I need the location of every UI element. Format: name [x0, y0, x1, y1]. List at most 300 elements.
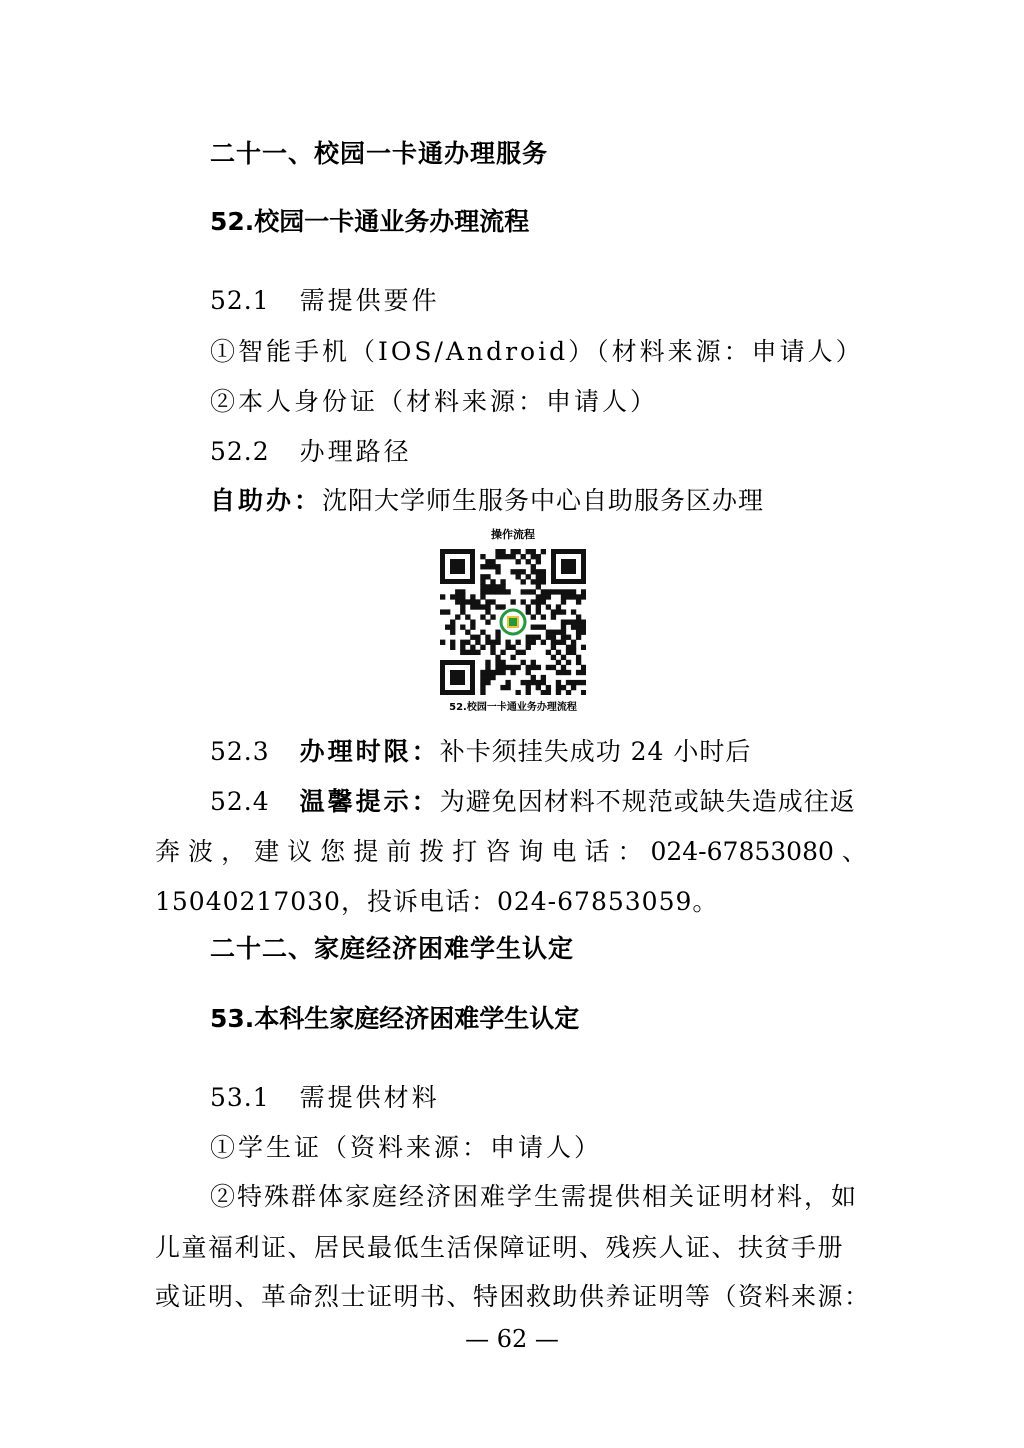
- qr-module: [500, 554, 505, 559]
- qr-module: [521, 554, 526, 559]
- material-item-2-line-2: 儿童福利证、居民最低生活保障证明、残疾人证、扶贫手册: [155, 1233, 845, 1262]
- qr-module: [526, 559, 531, 564]
- qr-module: [561, 619, 566, 624]
- qr-module: [485, 680, 490, 685]
- qr-module: [581, 619, 586, 624]
- qr-module: [551, 635, 556, 640]
- qr-module: [551, 609, 556, 614]
- qr-module: [546, 690, 551, 695]
- qr-module: [531, 660, 536, 665]
- qr-module: [505, 685, 510, 690]
- qr-module: [485, 660, 490, 665]
- qr-module: [455, 614, 460, 619]
- tip-text-line-3: 15040217030，投诉电话：024-67853059。: [155, 887, 719, 916]
- qr-module: [546, 635, 551, 640]
- qr-module: [500, 584, 505, 589]
- tip-token: ，: [221, 837, 247, 866]
- qr-module: [531, 589, 536, 594]
- qr-module: [531, 579, 536, 584]
- qr-module: [480, 574, 485, 579]
- qr-module: [526, 635, 531, 640]
- qr-module: [536, 559, 541, 564]
- qr-module: [576, 614, 581, 619]
- qr-module: [556, 660, 561, 665]
- qr-module: [531, 599, 536, 604]
- qr-module: [576, 670, 581, 675]
- qr-module: [485, 665, 490, 670]
- qr-module: [566, 650, 571, 655]
- qr-module: [561, 599, 566, 604]
- qr-module: [495, 589, 500, 594]
- qr-module: [500, 670, 505, 675]
- qr-module: [475, 604, 480, 609]
- qr-module: [510, 599, 515, 604]
- qr-module: [561, 589, 566, 594]
- qr-module: [561, 665, 566, 670]
- qr-module: [445, 609, 450, 614]
- qr-module: [490, 640, 495, 645]
- qr-module: [510, 665, 515, 670]
- qr-module: [566, 690, 571, 695]
- qr-module: [470, 594, 475, 599]
- tip-token: 咨: [485, 837, 511, 866]
- qr-module: [500, 589, 505, 594]
- qr-module: [561, 655, 566, 660]
- tip-token: 建: [254, 837, 280, 866]
- subsection-53-1: [210, 1085, 440, 1110]
- requirement-item-2: ②本人身份证（材料来源：申请人）: [210, 387, 659, 416]
- qr-module: [531, 564, 536, 569]
- qr-code-card: [419, 525, 607, 717]
- qr-module: [531, 640, 536, 645]
- qr-module: [490, 559, 495, 564]
- tip-token: 您: [320, 837, 346, 866]
- qr-module: [551, 655, 556, 660]
- qr-module: [581, 665, 586, 670]
- qr-module: [576, 599, 581, 604]
- tip-token: 提: [353, 837, 379, 866]
- qr-module: [536, 599, 541, 604]
- qr-module: [531, 625, 536, 630]
- qr-module: [495, 640, 500, 645]
- qr-module: [505, 589, 510, 594]
- qr-module: [495, 630, 500, 635]
- qr-module: [485, 675, 490, 680]
- qr-module: [531, 675, 536, 680]
- qr-module: [475, 599, 480, 604]
- qr-module: [480, 680, 485, 685]
- qr-module: [485, 584, 490, 589]
- qr-module: [561, 635, 566, 640]
- qr-module: [521, 589, 526, 594]
- subsection-number: 52.1: [210, 286, 270, 315]
- tip-token: 询: [518, 837, 544, 866]
- requirement-item-1: ①智能手机（IOS/Android）（材料来源：申请人）: [210, 337, 864, 366]
- qr-module: [551, 630, 556, 635]
- subsection-number: 52.3: [210, 737, 270, 766]
- qr-module: [526, 589, 531, 594]
- qr-module: [465, 640, 470, 645]
- tip-token: 打: [452, 837, 478, 866]
- qr-module: [490, 584, 495, 589]
- qr-module: [556, 685, 561, 690]
- qr-module: [536, 554, 541, 559]
- qr-module: [480, 670, 485, 675]
- qr-module: [571, 594, 576, 599]
- qr-module: [531, 635, 536, 640]
- qr-module: [460, 645, 465, 650]
- qr-module: [455, 594, 460, 599]
- qr-module: [566, 589, 571, 594]
- qr-module: [490, 579, 495, 584]
- qr-module: [485, 599, 490, 604]
- qr-module: [526, 645, 531, 650]
- qr-module: [495, 635, 500, 640]
- qr-module: [521, 660, 526, 665]
- tip-token: 议: [287, 837, 313, 866]
- qr-module: [521, 650, 526, 655]
- subsection-label: 办理时限：: [299, 737, 440, 766]
- qr-module: [510, 554, 515, 559]
- qr-module: [450, 619, 455, 624]
- qr-module: [561, 685, 566, 690]
- qr-module: [571, 680, 576, 685]
- qr-module: [556, 630, 561, 635]
- qr-module: [516, 574, 521, 579]
- qr-module: [460, 640, 465, 645]
- qr-module: [460, 594, 465, 599]
- qr-module: [521, 579, 526, 584]
- qr-module: [571, 645, 576, 650]
- qr-module: [566, 670, 571, 675]
- qr-module: [556, 640, 561, 645]
- qr-module: [495, 604, 500, 609]
- qr-module: [581, 690, 586, 695]
- qr-module: [566, 680, 571, 685]
- qr-module: [536, 584, 541, 589]
- qr-code-image: [440, 549, 586, 695]
- qr-module: [516, 690, 521, 695]
- qr-module: [480, 690, 485, 695]
- qr-module: [495, 554, 500, 559]
- subsection-number: 52.4: [210, 787, 270, 816]
- qr-title: 操作流程: [491, 528, 535, 541]
- qr-module: [556, 650, 561, 655]
- qr-module: [480, 594, 485, 599]
- qr-module: [571, 650, 576, 655]
- qr-module: [551, 614, 556, 619]
- qr-module: [485, 559, 490, 564]
- qr-module: [556, 670, 561, 675]
- qr-module: [505, 665, 510, 670]
- tip-token: 拨: [419, 837, 445, 866]
- qr-module: [561, 625, 566, 630]
- qr-module: [536, 685, 541, 690]
- qr-module: [541, 640, 546, 645]
- subsection-label: 办理路径: [299, 437, 412, 466]
- tip-token: 奔: [155, 837, 181, 866]
- qr-module: [536, 579, 541, 584]
- qr-module: [536, 635, 541, 640]
- qr-module: [470, 625, 475, 630]
- qr-module: [536, 569, 541, 574]
- qr-module: [480, 579, 485, 584]
- tip-token: 前: [386, 837, 412, 866]
- qr-module: [581, 645, 586, 650]
- material-item-2-line-3: 或证明、革命烈士证明书、特困救助供养证明等（资料来源：: [155, 1282, 871, 1311]
- qr-module: [490, 564, 495, 569]
- qr-module: [576, 625, 581, 630]
- qr-module: [500, 650, 505, 655]
- qr-module: [541, 675, 546, 680]
- qr-module: [500, 660, 505, 665]
- qr-module: [470, 604, 475, 609]
- qr-module: [480, 584, 485, 589]
- qr-module: [556, 680, 561, 685]
- qr-module: [475, 635, 480, 640]
- qr-module: [516, 650, 521, 655]
- qr-module: [576, 635, 581, 640]
- qr-module: [546, 594, 551, 599]
- qr-module: [526, 609, 531, 614]
- qr-module: [516, 640, 521, 645]
- qr-module: [460, 604, 465, 609]
- subsection-52-3: [210, 739, 751, 764]
- qr-module: [576, 630, 581, 635]
- tip-text-line-2: [155, 839, 867, 864]
- qr-module: [576, 619, 581, 624]
- qr-caption: 52.校园一卡通业务办理流程: [449, 702, 577, 713]
- qr-module: [531, 614, 536, 619]
- qr-module: [526, 680, 531, 685]
- qr-module: [470, 645, 475, 650]
- qr-module: [541, 690, 546, 695]
- qr-module: [485, 640, 490, 645]
- qr-module: [445, 625, 450, 630]
- qr-module: [576, 655, 581, 660]
- qr-module: [450, 630, 455, 635]
- qr-module: [536, 625, 541, 630]
- qr-module: [485, 619, 490, 624]
- tip-token: 、: [841, 837, 867, 866]
- qr-module: [470, 635, 475, 640]
- qr-module: [490, 650, 495, 655]
- qr-module: [551, 640, 556, 645]
- qr-module: [516, 559, 521, 564]
- qr-module: [576, 680, 581, 685]
- subsection-number: 52.2: [210, 437, 270, 466]
- qr-module: [531, 554, 536, 559]
- material-item-1: ①学生证（资料来源：申请人）: [210, 1133, 603, 1162]
- qr-module: [500, 665, 505, 670]
- qr-module: [551, 589, 556, 594]
- qr-module: [516, 569, 521, 574]
- qr-module: [495, 549, 500, 554]
- qr-module: [536, 609, 541, 614]
- qr-module: [526, 690, 531, 695]
- subsection-label: 需提供要件: [299, 286, 440, 315]
- qr-module: [495, 670, 500, 675]
- qr-module: [541, 574, 546, 579]
- qr-module: [510, 645, 515, 650]
- qr-module: [521, 680, 526, 685]
- qr-module: [480, 630, 485, 635]
- qr-module: [480, 604, 485, 609]
- qr-module: [485, 635, 490, 640]
- item-heading-53: 53.本科生家庭经济困难学生认定: [210, 1004, 580, 1033]
- subsection-label: 需提供材料: [299, 1083, 440, 1112]
- tip-token: 话: [584, 837, 610, 866]
- qr-module: [561, 594, 566, 599]
- subsection-number: 53.1: [210, 1083, 270, 1112]
- qr-module: [581, 625, 586, 630]
- qr-module: [536, 594, 541, 599]
- self-service-route: [210, 488, 764, 513]
- qr-module: [470, 650, 475, 655]
- qr-module: [480, 645, 485, 650]
- qr-module: [521, 599, 526, 604]
- qr-module: [561, 640, 566, 645]
- qr-module: [581, 594, 586, 599]
- qr-module: [465, 599, 470, 604]
- qr-module: [510, 549, 515, 554]
- qr-module: [581, 680, 586, 685]
- qr-module: [531, 665, 536, 670]
- qr-module: [536, 574, 541, 579]
- page-number: — 62 —: [465, 1325, 559, 1353]
- qr-module: [581, 630, 586, 635]
- qr-module: [475, 650, 480, 655]
- qr-module: [460, 599, 465, 604]
- qr-module: [551, 645, 556, 650]
- qr-module: [500, 549, 505, 554]
- tip-token: 波: [188, 837, 214, 866]
- qr-module: [526, 604, 531, 609]
- qr-module: [505, 680, 510, 685]
- qr-module: [440, 640, 445, 645]
- tip-token: 电: [551, 837, 577, 866]
- qr-module: [541, 579, 546, 584]
- qr-module: [505, 554, 510, 559]
- qr-module: [510, 670, 515, 675]
- qr-module: [541, 569, 546, 574]
- qr-module: [541, 589, 546, 594]
- qr-module: [450, 640, 455, 645]
- qr-module: [465, 650, 470, 655]
- qr-module: [516, 549, 521, 554]
- qr-module: [455, 599, 460, 604]
- qr-module: [581, 589, 586, 594]
- qr-module: [571, 609, 576, 614]
- consult-phone: 024-67853080: [650, 837, 834, 866]
- qr-module: [510, 655, 515, 660]
- qr-module: [510, 569, 515, 574]
- qr-module: [485, 564, 490, 569]
- qr-module: [460, 589, 465, 594]
- item-heading-52: 52.校园一卡通业务办理流程: [210, 207, 530, 236]
- qr-module: [490, 675, 495, 680]
- qr-module: [541, 594, 546, 599]
- qr-module: [480, 564, 485, 569]
- tip-text-line-1: 为避免因材料不规范或缺失造成往返: [439, 787, 856, 816]
- qr-module: [546, 685, 551, 690]
- qr-module: [480, 589, 485, 594]
- qr-module: [566, 635, 571, 640]
- qr-module: [450, 594, 455, 599]
- qr-module: [450, 645, 455, 650]
- qr-module: [495, 655, 500, 660]
- qr-module: [546, 589, 551, 594]
- qr-module: [576, 660, 581, 665]
- qr-module: [495, 564, 500, 569]
- qr-module: [556, 609, 561, 614]
- qr-module: [526, 685, 531, 690]
- qr-module: [541, 549, 546, 554]
- qr-module: [475, 640, 480, 645]
- qr-module: [495, 584, 500, 589]
- self-service-text: 沈阳大学师生服务中心自助服务区办理: [322, 486, 765, 515]
- qr-module: [546, 630, 551, 635]
- qr-module: [541, 599, 546, 604]
- self-service-label: 自助办：: [210, 486, 323, 515]
- qr-module: [551, 665, 556, 670]
- qr-module: [531, 569, 536, 574]
- qr-module: [495, 660, 500, 665]
- qr-module: [500, 685, 505, 690]
- material-item-2-line-1: ②特殊群体家庭经济困难学生需提供相关证明材料，如: [210, 1182, 859, 1211]
- qr-module: [566, 660, 571, 665]
- qr-module: [556, 589, 561, 594]
- qr-module: [541, 614, 546, 619]
- qr-module: [561, 609, 566, 614]
- subsection-52-2: [210, 439, 412, 464]
- subsection-52-4: [210, 789, 856, 814]
- qr-module: [440, 609, 445, 614]
- qr-module: [480, 685, 485, 690]
- qr-module: [561, 670, 566, 675]
- section-heading-22: 二十二、家庭经济困难学生认定: [210, 934, 575, 963]
- qr-module: [485, 609, 490, 614]
- qr-module: [526, 574, 531, 579]
- qr-module: [460, 609, 465, 614]
- qr-module: [470, 619, 475, 624]
- subsection-52-1: [210, 288, 440, 313]
- qr-module: [495, 665, 500, 670]
- qr-module: [460, 625, 465, 630]
- qr-module: [576, 594, 581, 599]
- qr-module: [546, 604, 551, 609]
- section-heading-21: 二十一、校园一卡通办理服务: [210, 139, 549, 168]
- qr-module: [490, 599, 495, 604]
- qr-module: [500, 604, 505, 609]
- qr-module: [460, 650, 465, 655]
- qr-module: [485, 604, 490, 609]
- tip-token: ：: [617, 837, 643, 866]
- qr-module: [485, 574, 490, 579]
- qr-module: [566, 645, 571, 650]
- qr-module: [465, 614, 470, 619]
- subsection-label: 温馨提示：: [299, 787, 440, 816]
- qr-module: [541, 625, 546, 630]
- qr-module: [480, 614, 485, 619]
- qr-module: [556, 690, 561, 695]
- qr-module: [500, 579, 505, 584]
- qr-module: [531, 680, 536, 685]
- qr-module: [505, 645, 510, 650]
- qr-module: [536, 665, 541, 670]
- qr-module: [495, 569, 500, 574]
- qr-module: [470, 599, 475, 604]
